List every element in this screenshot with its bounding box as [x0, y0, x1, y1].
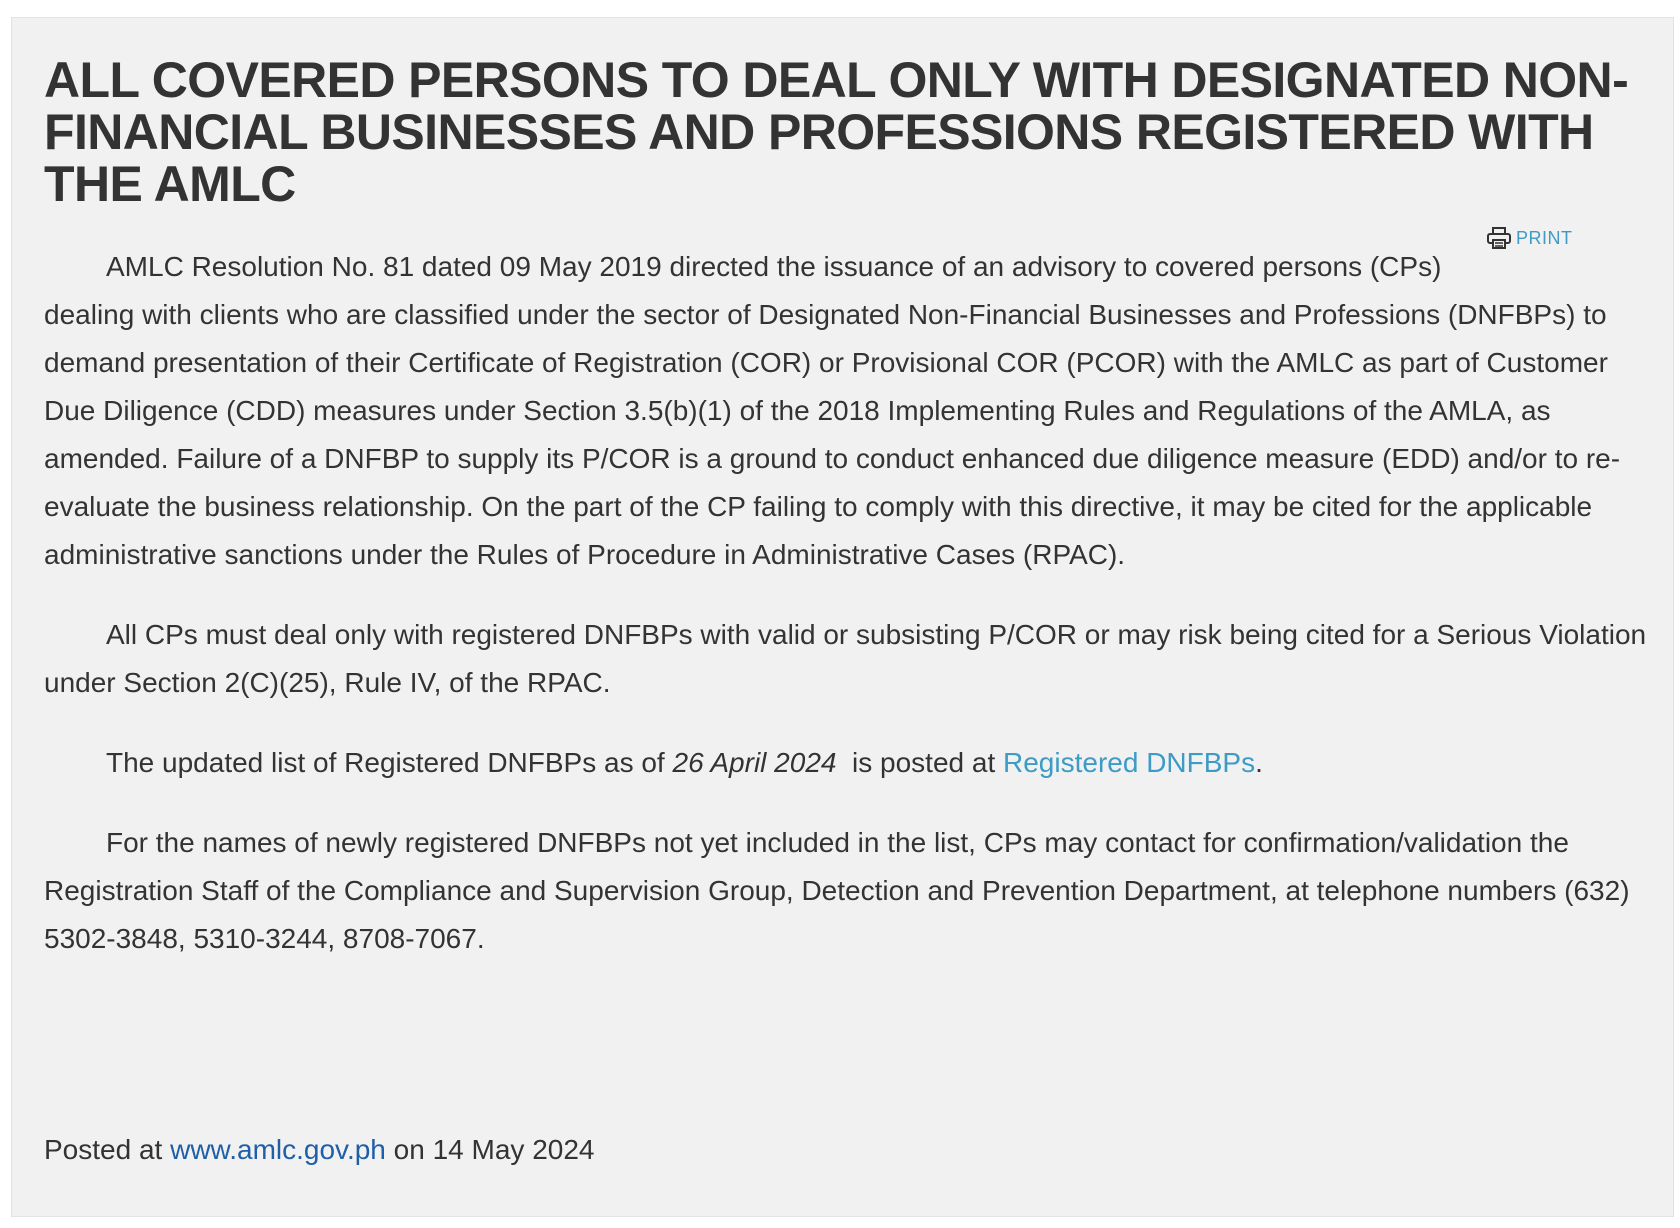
updated-list-text: The updated list of Registered DNFBPs as of — [106, 747, 673, 778]
posted-prefix: Posted at — [44, 1134, 171, 1165]
paragraph-advisory-text: AMLC Resolution No. 81 dated 09 May 2019 directed the issuance of an advisory to covered persons (CPs) dealing with clients who are classified under the sector of Designated Non-Financial Businesses and Professions (DNFBPs) to demand presentation of their Certificate of Registration (COR) or Provisional COR (PCOR) with the AMLC as part of Customer Due Diligence (CDD) measures under Section 3.5(b)(1) of the 2018 Implementing Rules and Regulations of the AMLA, as amended. Failure of a DNFBP to supply its P/COR is a ground to conduct enhanced due diligence measure (EDD) and/or to re-evaluate the business relationship. On the part of the CP failing to comply with this directive, it may be cited for the applicable administrative sanctions under the Rules of Procedure in Administrative Cases (RPAC). — [44, 251, 1621, 570]
paragraph-updated-list — [44, 739, 1656, 787]
posted-date: on 14 May 2024 — [385, 1134, 595, 1165]
page-title: ALL COVERED PERSONS TO DEAL ONLY WITH DESIGNATED NON-FINANCIAL BUSINESSES AND PROFESSIONS REGISTERED WITH THE AMLC — [44, 52, 1629, 212]
posted-info — [44, 1126, 594, 1174]
article-body — [44, 243, 1656, 995]
registered-dnfbps-link[interactable]: Registered DNFBPs — [1003, 747, 1256, 778]
updated-list-text-middle: is posted at — [836, 747, 1004, 778]
print-label: PRINT — [1516, 227, 1573, 248]
paragraph-requirement: All CPs must deal only with registered DNFBPs with valid or subsisting P/COR or may risk being cited for a Serious Violation under Section 2(C)(25), Rule IV, of the RPAC. — [44, 619, 1647, 698]
paragraph-advisory — [44, 243, 1656, 579]
amlc-website-link[interactable]: www.amlc.gov.ph — [170, 1134, 386, 1165]
updated-list-date: 26 April 2024 — [672, 747, 837, 778]
article-panel — [11, 17, 1674, 1217]
updated-list-period: . — [1255, 747, 1263, 778]
paragraph-contact: For the names of newly registered DNFBPs not yet included in the list, CPs may contact for confirmation/validation the Registration Staff of the Compliance and Supervision Group, Detection and Prevention Department, at telephone numbers (632) 5302-3848, 5310-3244, 8708-7067. — [44, 827, 1630, 954]
